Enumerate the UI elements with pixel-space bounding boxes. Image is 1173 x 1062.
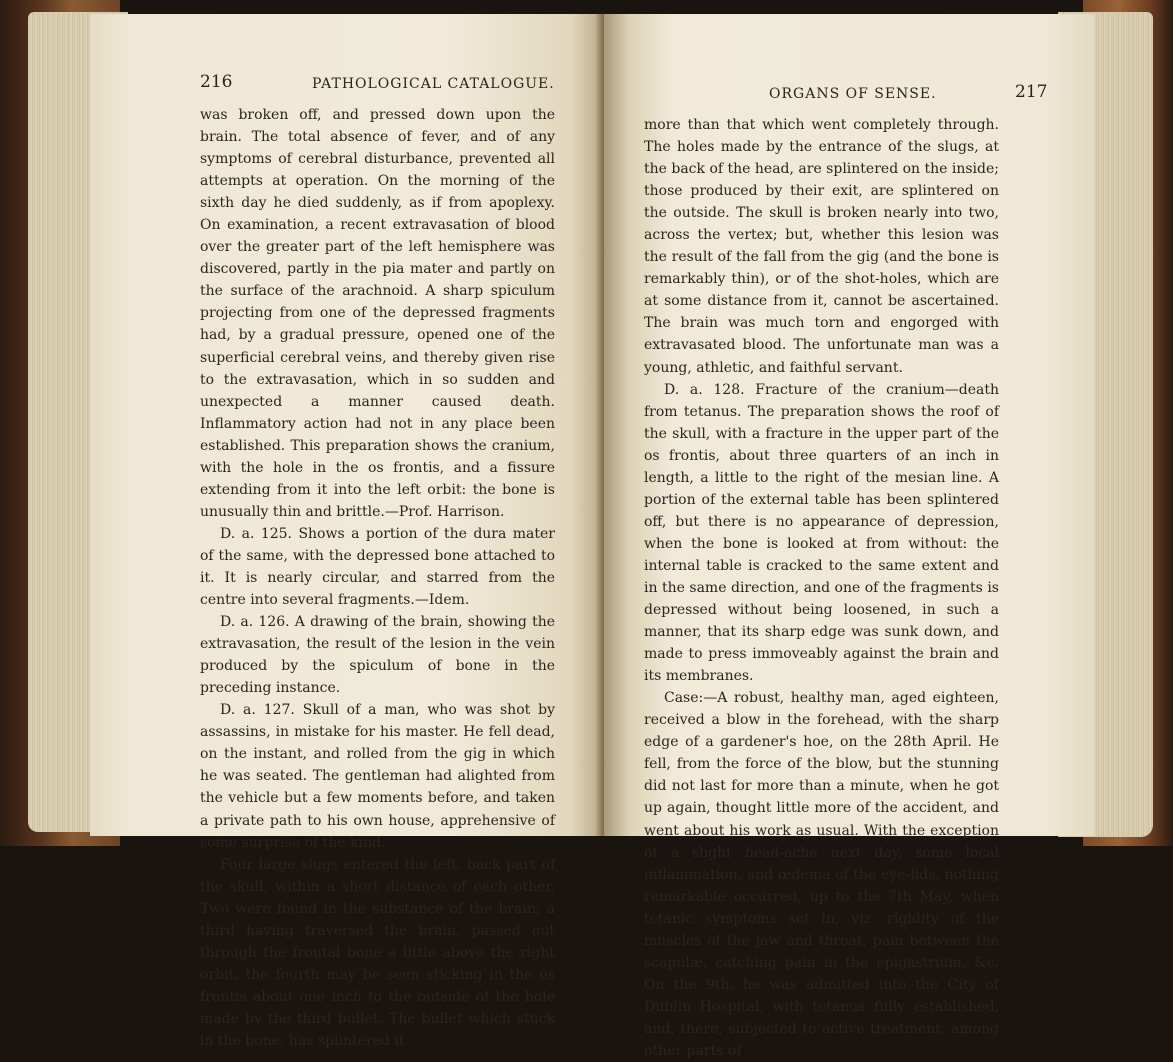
left-page-number: 216 <box>200 72 233 92</box>
left-paragraph-5: Four large slugs entered the left, back part of the skull, within a short distance of each other. Two were found in the substance of the brain; a third having traversed the brain, passed out through the frontal bone a little above the right orbit; the fourth may be seen sticking in the os frontis about one inch to the outside of the hole made by the third bullet. The bullet which stuck in the bone, has splintered it <box>200 856 555 1049</box>
left-page-body <box>200 104 555 1052</box>
left-paragraph-1: was broken off, and pressed down upon the brain. The total absence of fever, and of any symptoms of cerebral disturbance, prevented all attempts at operation. On the morning of the sixth day he died suddenly, as if from apoplexy. On examination, a recent extravasation of blood over the greater part of the left hemisphere was discovered, partly in the pia mater and partly on the surface of the arachnoid. A sharp spiculum projecting from one of the depressed fragments had, by a gradual pressure, opened one of the superficial cerebral veins, and thereby given rise to the extravasation, which in so sudden and unexpected a manner caused death. Inflammatory action had not in any place been established. This preparation shows the cranium, with the hole in the os frontis, and a fissure extending from it into the left orbit: the bone is unusually thin and brittle.—Prof. Harrison. <box>200 107 555 520</box>
left-page <box>90 14 602 1049</box>
right-paragraph-1: more than that which went completely through. The holes made by the entrance of the slugs, at the back of the head, are splintered on the inside; those produced by their exit, are splintered on the outside. The skull is broken nearly into two, across the vertex; but, whether this lesion was the result of the fall from the gig (and the bone is remarkably thin), or of the shot-holes, which are at some distance from it, cannot be ascertained. The brain was much torn and engorged with extravasated blood. The unfortunate man was a young, athletic, and faithful servant. <box>644 117 999 376</box>
left-paragraph-2: D. a. 125. Shows a portion of the dura mater of the same, with the depressed bone attached to it. It is nearly circular, and starred from the centre into several fragments.—Idem. <box>200 525 555 609</box>
right-page <box>604 14 1094 1059</box>
right-page-number: 217 <box>1015 82 1048 102</box>
left-paragraph-4: D. a. 127. Skull of a man, who was shot by assassins, in mistake for his master. He fell dead, on the instant, and rolled from the gig in which he was seated. The gentleman had alighted from the vehicle but a few moments before, and taken a private path to his own house, apprehensive of some surprise of the kind. <box>200 702 555 851</box>
left-running-head: PATHOLOGICAL CATALOGUE. <box>312 76 555 92</box>
right-paragraph-2: D. a. 128. Fracture of the cranium—death from tetanus. The preparation shows the roof of the skull, with a fracture in the upper part of the os frontis, about three quarters of an inch in length, a little to the right of the mesian line. A portion of the external table has been splintered off, but there is no appearance of depression, when the bone is looked at from without: the internal table is cracked to the same extent and in the same direction, and one of the fragments is depressed without being loosened, in such a manner, that its sharp edge was sunk down, and made to press immoveably against the brain and its membranes. <box>644 381 999 685</box>
right-paragraph-3: Case:—A robust, healthy man, aged eighteen, received a blow in the forehead, with the sharp edge of a gardener's hoe, on the 28th April. He fell, from the force of the blow, but the stunning did not last for more than a minute, when he got up again, thought little more of the accident, and went about his work as usual. With the exception of a slight head-ache next day, some local inflammation, and œdema of the eye-lids, nothing remarkable occurred, up to the 7th May, when tetanic symptoms set in, viz. rigidity of the muscles of the jaw and throat, pain between the scapulæ, catching pain in the epigastrium, &c. On the 9th, he was admitted into the City of Dublin Hospital, with tetanus fully established, and, there, subjected to active treatment, among other parts of <box>644 690 999 1059</box>
left-paragraph-3: D. a. 126. A drawing of the brain, showing the extravasation, the result of the lesion in the vein produced by the spiculum of bone in the preceding instance. <box>200 614 555 697</box>
right-running-head: ORGANS OF SENSE. <box>769 86 937 102</box>
right-page-body <box>644 114 999 1062</box>
